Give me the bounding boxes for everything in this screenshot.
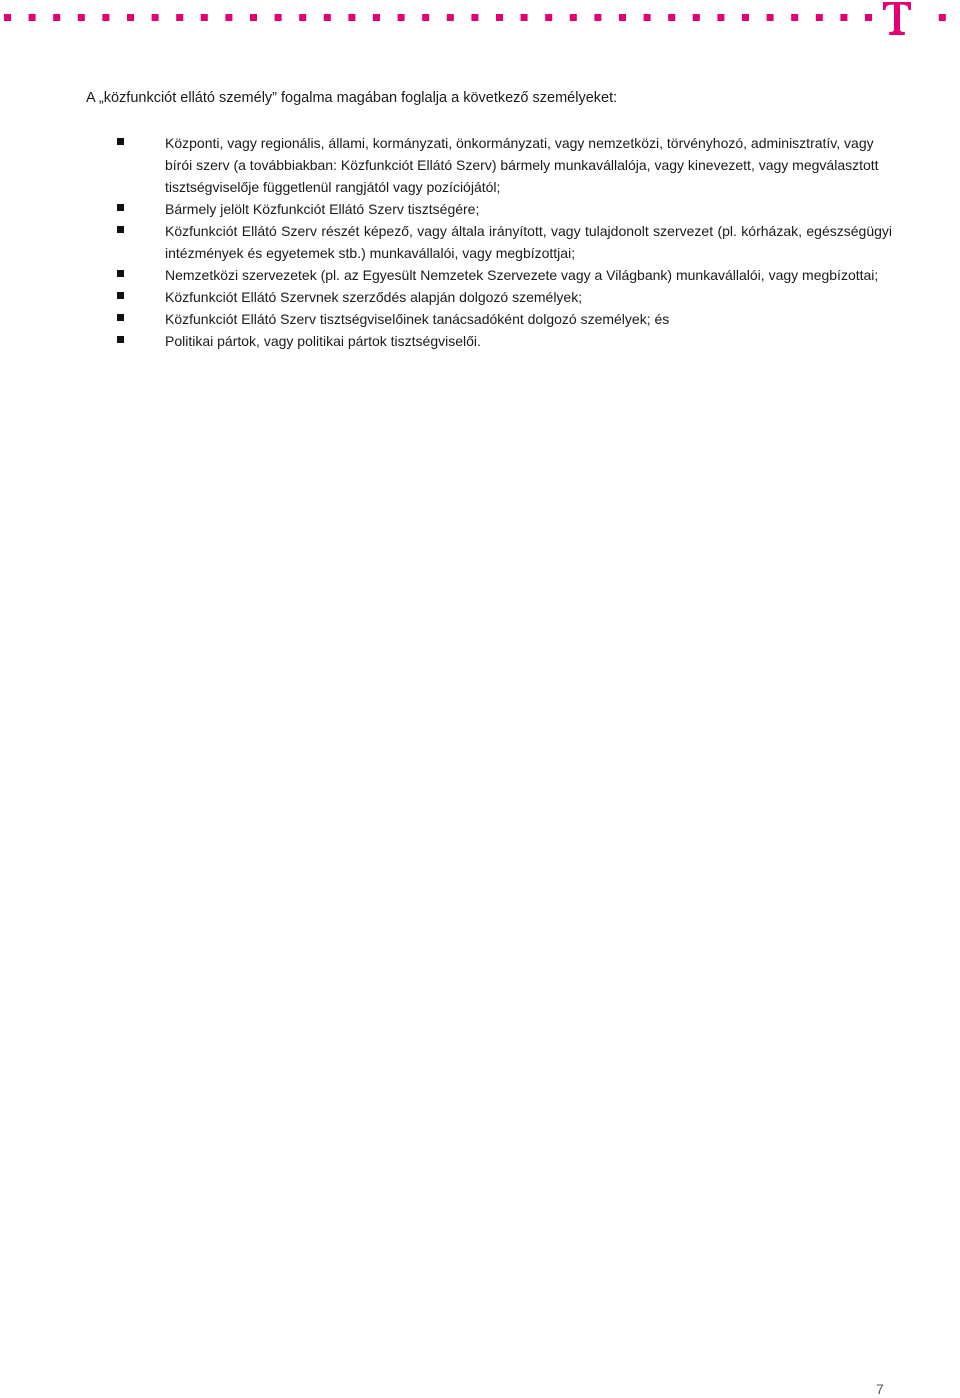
brand-dot xyxy=(348,14,355,21)
page-header xyxy=(0,0,960,40)
brand-dot xyxy=(816,14,823,21)
square-bullet-icon xyxy=(117,336,124,343)
brand-dot xyxy=(275,14,282,21)
brand-dot xyxy=(29,14,36,21)
telekom-t-logo-icon xyxy=(881,0,913,36)
brand-dot xyxy=(742,14,749,21)
square-bullet-icon xyxy=(117,138,124,145)
brand-dot xyxy=(398,14,405,21)
brand-dot xyxy=(668,14,675,21)
brand-dot xyxy=(619,14,626,21)
brand-dot xyxy=(767,14,774,21)
brand-dot xyxy=(594,14,601,21)
brand-dot-row xyxy=(0,14,960,22)
brand-dot xyxy=(201,14,208,21)
brand-dot xyxy=(496,14,503,21)
brand-dot xyxy=(865,14,872,21)
brand-dot xyxy=(447,14,454,21)
brand-dot xyxy=(791,14,798,21)
brand-dot xyxy=(471,14,478,21)
brand-dot xyxy=(521,14,528,21)
brand-dot xyxy=(422,14,429,21)
brand-dot xyxy=(225,14,232,21)
brand-dot xyxy=(176,14,183,21)
brand-dot xyxy=(939,14,946,21)
list-item-text: Közfunkciót Ellátó Szervnek szerződés alapján dolgozó személyek; xyxy=(165,289,583,305)
bullet-list xyxy=(117,132,892,352)
brand-dot xyxy=(299,14,306,21)
list-item xyxy=(117,286,892,308)
brand-dot xyxy=(717,14,724,21)
brand-dot xyxy=(373,14,380,21)
list-item-text: Központi, vagy regionális, állami, kormányzati, önkormányzati, vagy nemzetközi, törvényhozó, adminisztratív, vagy bírói szerv (a továbbiakban: Közfunkciót Ellátó Szerv) bármely munkavállalója, vagy kinevezett, vagy megválasztott tisztségviselője függetlenül rangjától vagy pozíciójától; xyxy=(165,135,879,195)
list-item-text: Politikai pártok, vagy politikai pártok tisztségviselői. xyxy=(165,333,481,349)
brand-dot xyxy=(78,14,85,21)
brand-dot xyxy=(693,14,700,21)
brand-dot xyxy=(570,14,577,21)
square-bullet-icon xyxy=(117,314,124,321)
list-item xyxy=(117,264,892,286)
brand-dot xyxy=(324,14,331,21)
brand-dot xyxy=(250,14,257,21)
list-item xyxy=(117,132,892,198)
list-item xyxy=(117,198,892,220)
brand-dot xyxy=(644,14,651,21)
brand-dot xyxy=(152,14,159,21)
list-item-text: Közfunkciót Ellátó Szerv részét képező, vagy általa irányított, vagy tulajdonolt szervezet (pl. kórházak, egészségügyi intézmények és egyetemek stb.) munkavállalói, vagy megbízottjai; xyxy=(165,223,892,261)
page-number: 7 xyxy=(876,1381,884,1397)
list-item xyxy=(117,330,892,352)
square-bullet-icon xyxy=(117,204,124,211)
list-item-text: Közfunkciót Ellátó Szerv tisztségviselőinek tanácsadóként dolgozó személyek; és xyxy=(165,311,670,327)
brand-dot xyxy=(4,14,11,21)
brand-dot xyxy=(53,14,60,21)
square-bullet-icon xyxy=(117,292,124,299)
intro-paragraph: A „közfunkciót ellátó személy” fogalma magában foglalja a következő személyeket: xyxy=(86,90,618,106)
brand-dot xyxy=(840,14,847,21)
list-item xyxy=(117,220,892,264)
list-item xyxy=(117,308,892,330)
list-item-text: Nemzetközi szervezetek (pl. az Egyesült Nemzetek Szervezete vagy a Világbank) munkavállalói, vagy megbízottai; xyxy=(165,267,879,283)
square-bullet-icon xyxy=(117,226,124,233)
square-bullet-icon xyxy=(117,270,124,277)
brand-dot xyxy=(127,14,134,21)
brand-dot xyxy=(545,14,552,21)
list-item-text: Bármely jelölt Közfunkciót Ellátó Szerv tisztségére; xyxy=(165,201,480,217)
brand-dot xyxy=(102,14,109,21)
